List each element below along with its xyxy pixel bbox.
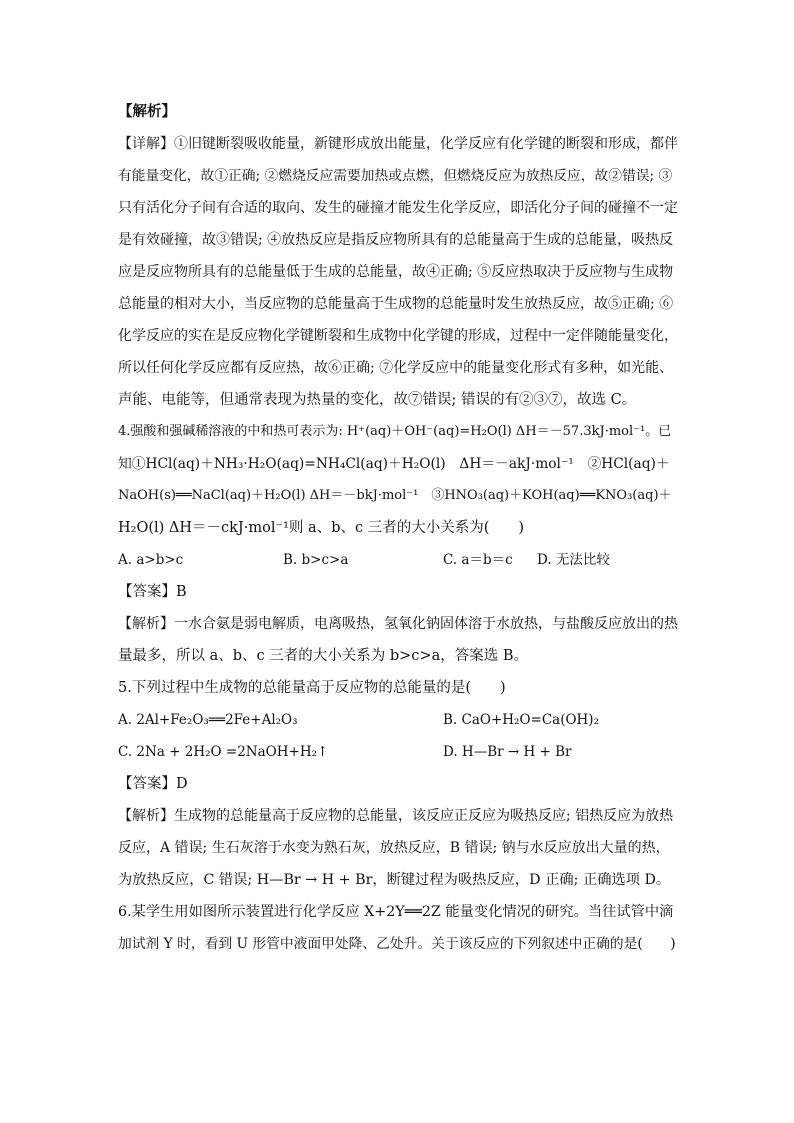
document-page xyxy=(118,96,678,960)
explain-line: 有能量变化，故①正确; ②燃烧反应需要加热或点燃，但燃烧反应为放热反应，故②错误; ③ xyxy=(118,168,673,184)
option-b: B. CaO+H₂O=Ca(OH)₂ xyxy=(443,712,599,728)
answer-options xyxy=(118,736,678,768)
explain-line: 应是反应物所具有的总能量低于生成的总能量，故④正确; ⑤反应热取决于反应物与生成物 xyxy=(118,264,674,280)
option-a: A. 2Al+Fe₂O₃══2Fe+Al₂O₃ xyxy=(118,712,298,728)
question-stem-line: 6.某学生用如图所示装置进行化学反应 X+2Y══2Z 能量变化情况的研究。当往试管中滴 xyxy=(118,904,674,920)
analysis-line: 为放热反应，C 错误; H—Br → H + Br，断键过程为吸热反应，D 正确; 正确选项 D。 xyxy=(118,872,671,888)
answer-label: 【答案】D xyxy=(118,776,188,792)
explain-line: 总能量的相对大小，当反应物的总能量高于生成物的总能量时发生放热反应，故⑤正确; ⑥ xyxy=(118,296,674,312)
answer-label: 【答案】B xyxy=(118,584,187,600)
question-stem-line: H₂O(l) ΔH＝－ckJ·mol⁻¹则 a、b、c 三者的大小关系为( ) xyxy=(118,520,525,536)
question-5 xyxy=(118,672,678,896)
analysis-line: 【解析】一水合氨是弱电解质，电离吸热，氢氧化钠固体溶于水放热，与盐酸反应放出的热 xyxy=(118,616,678,632)
option-c: C. a＝b＝c xyxy=(443,552,513,568)
answer-options xyxy=(118,704,678,736)
question-stem-line: 5.下列过程中生成物的总能量高于反应物的总能量的是( ) xyxy=(118,680,506,696)
question-6 xyxy=(118,896,678,960)
question-stem-line: 知①HCl(aq)＋NH₃·H₂O(aq)=NH₄Cl(aq)＋H₂O(l) ΔH＝－akJ·mol⁻¹ ②HCl(aq)＋ xyxy=(118,456,670,472)
answer-options xyxy=(118,544,678,576)
question-stem-line: NaOH(s)══NaCl(aq)＋H₂O(l) ΔH＝－bkJ·mol⁻¹ ③HNO₃(aq)＋KOH(aq)══KNO₃(aq)＋ xyxy=(118,488,672,503)
explain-heading: 【解析】 xyxy=(118,103,176,120)
analysis-line: 【解析】生成物的总能量高于反应物的总能量，该反应正反应为吸热反应; 铝热反应为放热 xyxy=(118,808,674,824)
option-c: C. 2Na + 2H₂O =2NaOH+H₂↑ xyxy=(118,744,329,760)
question-4 xyxy=(118,416,678,672)
explain-line: 化学反应的实在是反应物化学键断裂和生成物中化学键的形成，过程中一定伴随能量变化， xyxy=(118,328,678,344)
explain-line: 是有效碰撞，故③错误; ④放热反应是指反应物所具有的总能量高于生成的总能量，吸热反 xyxy=(118,232,674,248)
analysis-line: 量最多，所以 a、b、c 三者的大小关系为 b>c>a，答案选 B。 xyxy=(118,648,528,664)
question-stem-line: 加试剂 Y 时，看到 U 形管中液面甲处降、乙处升。关于该反应的下列叙述中正确的是( ) xyxy=(118,936,676,952)
option-d: D. 无法比较 xyxy=(537,552,610,568)
explain-line: 所以任何化学反应都有反应热，故⑥正确; ⑦化学反应中的能量变化形式有多种，如光能、 xyxy=(118,360,674,376)
option-d: D. H—Br → H + Br xyxy=(443,744,572,760)
explain-line: 只有活化分子间有合适的取向、发生的碰撞才能发生化学反应，即活化分子间的碰撞不一定 xyxy=(118,200,678,216)
explain-body xyxy=(118,128,678,416)
explain-line: 声能、电能等，但通常表现为热量的变化，故⑦错误; 错误的有②③⑦，故选 C。 xyxy=(118,392,637,408)
explain-line: 【详解】①旧键断裂吸收能量，新键形成放出能量，化学反应有化学键的断裂和形成，都伴 xyxy=(118,136,678,152)
option-b: B. b>c>a xyxy=(283,552,349,568)
option-a: A. a>b>c xyxy=(118,552,184,568)
question-stem-line: 4.强酸和强碱稀溶液的中和热可表示为: H⁺(aq)＋OH⁻(aq)=H₂O(l) ΔH＝－57.3kJ·mol⁻¹。已 xyxy=(118,424,672,439)
analysis-line: 反应，A 错误; 生石灰溶于水变为熟石灰，放热反应，B 错误; 钠与水反应放出大量的热， xyxy=(118,840,670,856)
